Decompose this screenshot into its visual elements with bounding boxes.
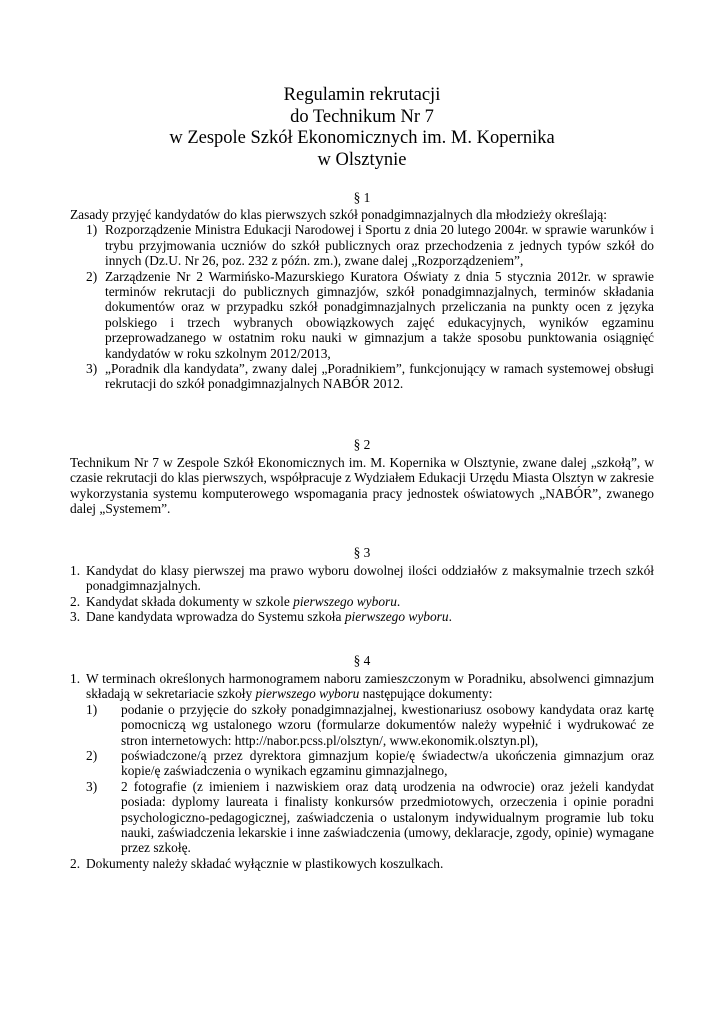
title-line-4: w Olsztynie	[317, 149, 407, 170]
section-3-item	[70, 609, 654, 624]
section-1-item	[70, 269, 654, 361]
subitem-number: 3)	[86, 778, 98, 794]
item-text: Rozporządzenie Ministra Edukacji Narodowej i Sportu z dnia 20 lutego 2004r. w sprawie warunków i trybu przyjmowania uczniów do szkół publicznych oraz przechodzenia z jednych typów szkół do innych (Dz.U. Nr 26, poz. 232 z późn. zm.), zwane dalej „Rozporządzeniem”,	[105, 222, 654, 269]
section-4-subitem	[70, 748, 654, 779]
section-1-item	[70, 361, 654, 392]
subitem-text: 2 fotografie (z imieniem i nazwiskiem oraz datą urodzenia na odwrocie) oraz jeżeli kandydat posiada: dyplomy laureata i finalisty konkursów przedmiotowych, orzeczenia i opinie poradni psychologiczno-pedagogicznej, zaświadczenia o ustalonym indywidualnym programie lub toku nauki, zaświadczenia lekarskie i inne zaświadczenia (umowy, deklaracje, zgody, opinie) wymagane przez szkołę.	[121, 778, 654, 856]
title-line-3: w Zespole Szkół Ekonomicznych im. M. Kopernika	[169, 128, 555, 148]
item-number: 1)	[86, 222, 98, 238]
item-text: „Poradnik dla kandydata”, zwany dalej „Poradnikiem”, funkcjonujący w ramach systemowej obsługi rekrutacji do szkół ponadgimnazjalnych NABÓR 2012.	[105, 361, 654, 392]
section-4-subitem	[70, 779, 654, 856]
item-number: 3)	[86, 361, 98, 377]
section-1-intro: Zasady przyjęć kandydatów do klas pierwszych szkół ponadgimnazjalnych dla młodzieży określają:	[70, 207, 607, 222]
item-text-end: .	[396, 593, 401, 609]
section-2-text: Technikum Nr 7 w Zespole Szkół Ekonomicznych im. M. Kopernika w Olsztynie, zwane dalej „szkołą”, w czasie rekrutacji do klas pierwszych, współpracuje z Wydziałem Edukacji Urzędu Miasta Olsztyn w zakresie wykorzystania systemu komputerowego wspomagania pracy jednostek oświatowych „NABÓR”, zwanego dalej „Systemem”.	[70, 455, 654, 517]
item-emphasis: pierwszego wyboru	[255, 686, 360, 702]
section-3-mark: § 3	[353, 545, 371, 560]
title-line-2: do Technikum Nr 7	[290, 106, 434, 127]
section-1-item	[70, 222, 654, 268]
section-3-item	[70, 563, 654, 594]
subitem-number: 2)	[86, 748, 98, 764]
section-3-body	[70, 563, 654, 625]
subitem-number: 1)	[86, 701, 98, 717]
item-text: W terminach określonych harmonogramem naboru zamieszczonym w Poradniku, absolwenci gimnazjum składają w sekretariacie szkoły	[86, 671, 654, 702]
subitem-text: poświadczone/ą przez dyrektora gimnazjum kopie/ę świadectw/a ukończenia gimnazjum oraz kopie/ę zaświadczenia o wynikach egzaminu gimnazjalnego,	[121, 748, 654, 779]
section-4-item	[70, 671, 654, 702]
section-1-mark: § 1	[353, 190, 371, 205]
item-number: 1.	[70, 563, 81, 578]
item-number: 3.	[70, 609, 81, 625]
section-3-item	[70, 594, 654, 609]
section-4-subitem	[70, 702, 654, 748]
item-number: 1.	[70, 671, 81, 686]
item-number: 2.	[70, 593, 81, 609]
section-1-body	[70, 207, 654, 392]
section-4-mark: § 4	[353, 653, 371, 668]
item-text: Kandydat do klasy pierwszej ma prawo wyboru dowolnej ilości oddziałów z maksymalnie trzech szkół ponadgimnazjalnych.	[86, 563, 654, 594]
title-line-1: Regulamin rekrutacji	[283, 85, 441, 105]
item-number: 2)	[86, 268, 98, 284]
item-text: Dane kandydata wprowadza do Systemu szkoła	[86, 609, 345, 625]
section-4-item	[70, 856, 654, 871]
section-4-body	[70, 671, 654, 871]
item-text-end: .	[448, 609, 452, 625]
item-emphasis: pierwszego wyboru	[344, 609, 449, 625]
item-text: Dokumenty należy składać wyłącznie w plastikowych koszulkach.	[86, 855, 444, 871]
item-emphasis: pierwszego wyboru	[293, 593, 397, 609]
item-text: Zarządzenie Nr 2 Warmińsko-Mazurskiego Kuratora Oświaty z dnia 5 stycznia 2012r. w sprawie terminów rekrutacji do publicznych gimnazjów, szkół ponadgimnazjalnych, terminów składania dokumentów oraz w przypadku szkół ponadgimnazjalnych przeliczania na punkty ocen z języka polskiego i trzech wybranych obowiązkowych zajęć edukacyjnych, wyników egzaminu przeprowadzanego w ostatnim roku nauki w gimnazjum a także sposobu punktowania osiągnięć kandydatów w roku szkolnym 2012/2013,	[105, 268, 654, 361]
item-number: 2.	[70, 855, 81, 871]
document-title	[0, 85, 724, 171]
item-text: Kandydat składa dokumenty w szkole	[86, 593, 294, 609]
item-text-end: następujące dokumenty:	[359, 686, 493, 702]
subitem-text: podanie o przyjęcie do szkoły ponadgimnazjalnej, kwestionariusz osobowy kandydata oraz kartę pomocniczą wg ustalonego wzoru (formularze dokumentów należy wypełnić i wydrukować ze stron internetowych: http://nabor.pcss.pl/olsztyn/, www.ekonomik.olsztyn.pl),	[121, 701, 654, 748]
section-2-mark: § 2	[353, 437, 371, 452]
